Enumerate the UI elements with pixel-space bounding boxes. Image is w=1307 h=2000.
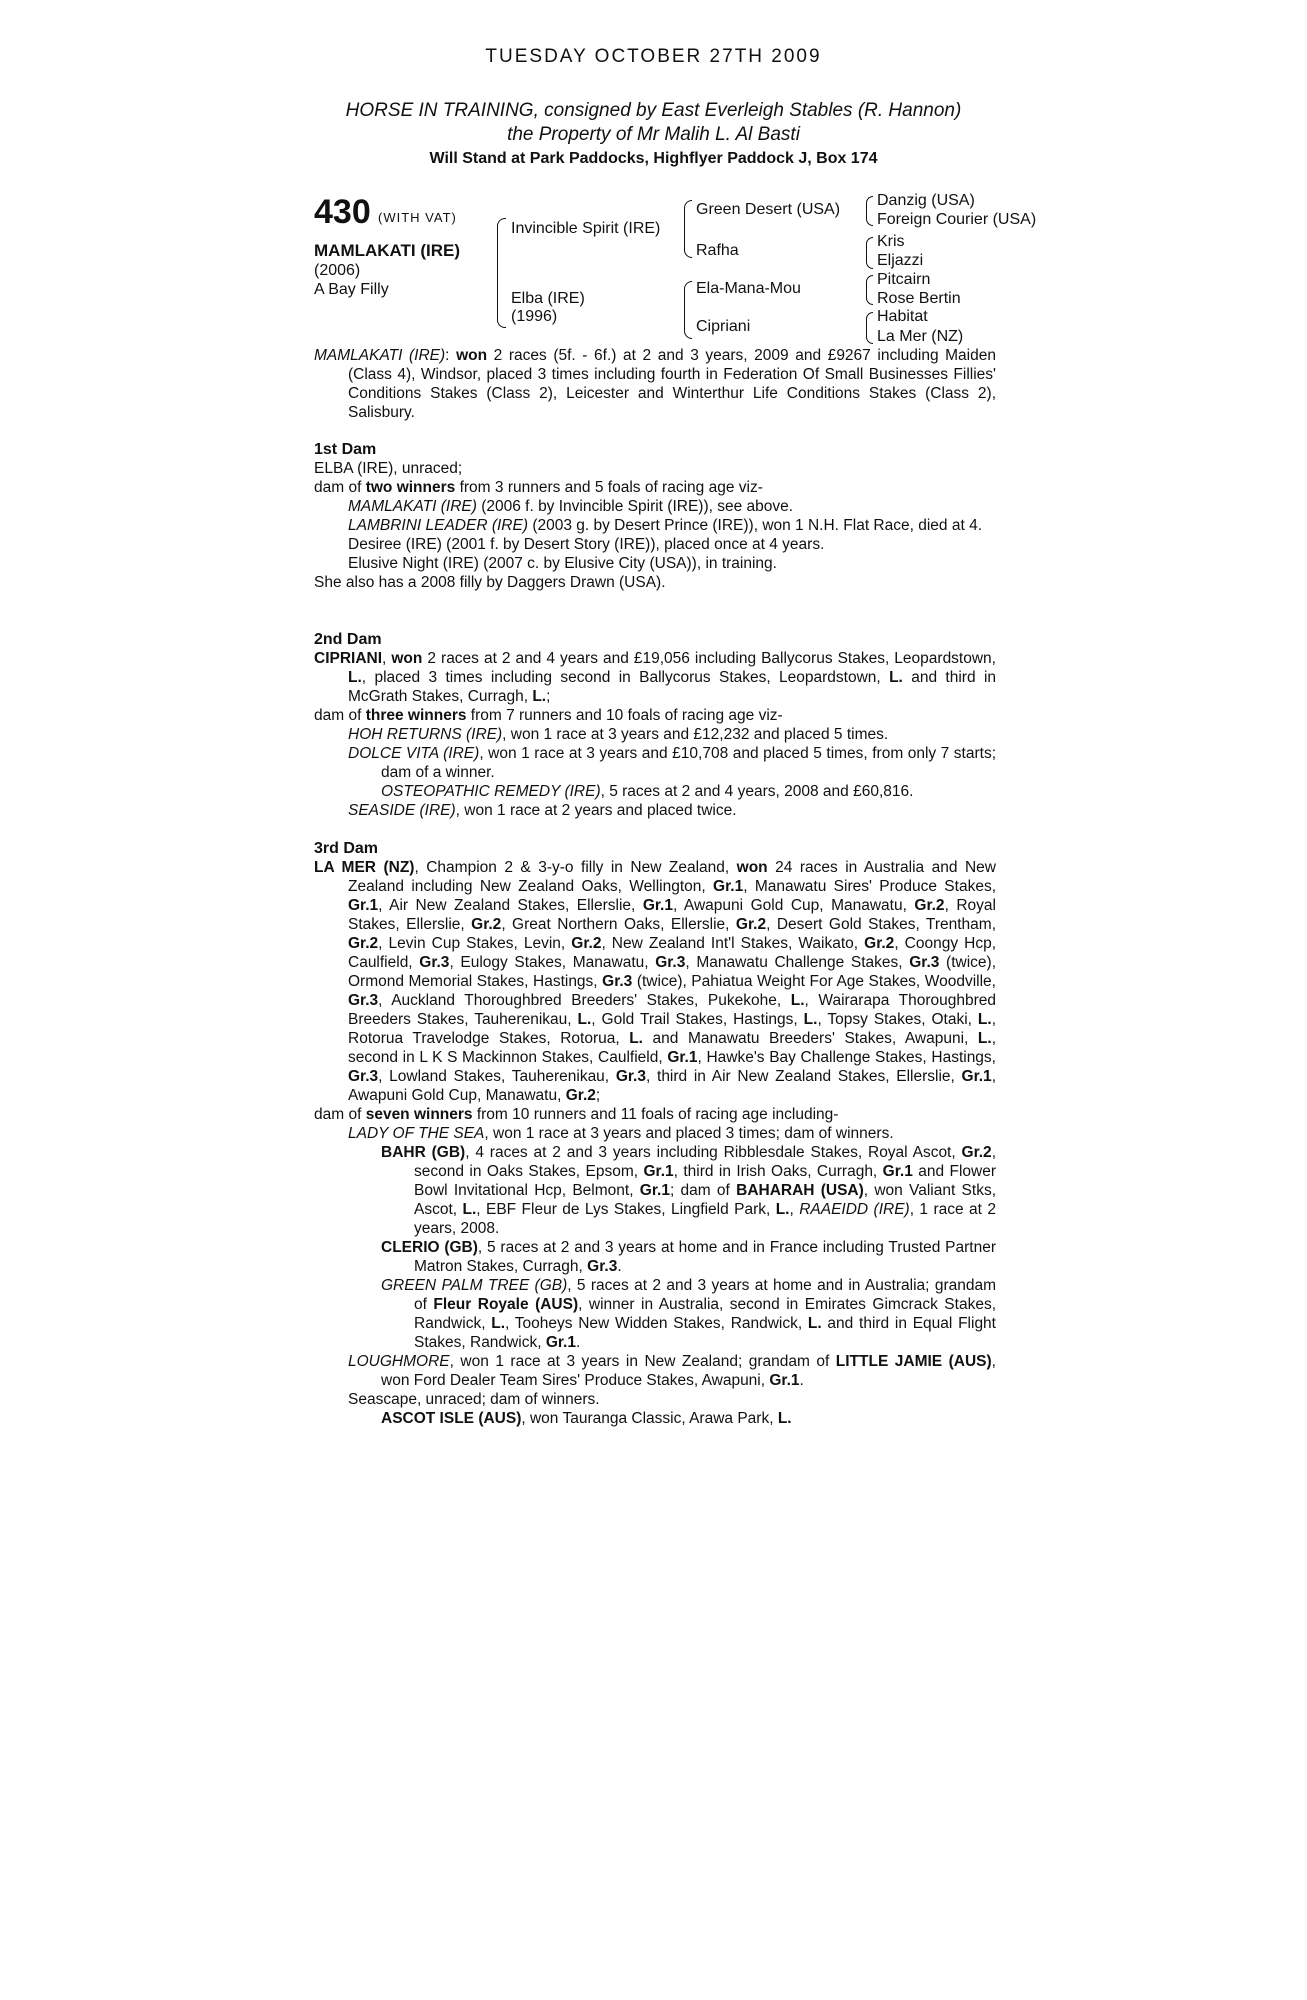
third-dam-section: 3rd Dam LA MER (NZ), Champion 2 & 3-y-o filly in New Zealand, won 24 races in Australia and New Zealand including New Zealand Oaks, Wellington, Gr.1, Manawatu Sires' Produce Stakes, Gr.1, Air New Zealand Stakes, Ellerslie, Gr.1, Awapuni Gold Cup, Manawatu, Gr.2, Royal Stakes, Ellerslie, Gr.2, Great Northern Oaks, Ellerslie, Gr.2, Desert Gold Stakes, Trentham, Gr.2, Levin Cup Stakes, Levin, Gr.2, New Zealand Int'l Stakes, Waikato, Gr.2, Coongy Hcp, Caulfield, Gr.3, Eulogy Stakes, Manawatu, Gr.3, Manawatu Challenge Stakes, Gr.3 (twice), Ormond Memorial Stakes, Hastings, Gr.3 (twice), Pahiatua Weight For Age Stakes, Woodville, Gr.3, Auckland Thoroughbred Breeders' Stakes, Pukekohe, L., Wairarapa Thoroughbred Breeders Stakes, Tauherenikau, L., Gold Trail Stakes, Hastings, L., Topsy Stakes, Otaki, L., Rotorua Travelodge Stakes, Rotorua, L. and Manawatu Breeders' Stakes, Awapuni, L., second in L K S Mackinnon Stakes, Caulfield, Gr.1, Hawke's Bay Challenge Stakes, Hastings, Gr.3, Lowland Stakes, Tauherenikau, Gr.3, third in Air New Zealand Stakes, Ellerslie, Gr.1, Awapuni Gold Cup, Manawatu, Gr.2; dam of seven winners from 10 runners and 11 foals of racing age including- LADY OF THE SEA, won 1 race at 3 years and placed 3 times; dam of winners. BAHR (GB), 4 races at 2 and 3 years including Ribblesdale Stakes, Royal Ascot, Gr.2, second in Oaks Stakes, Epsom, Gr.1, third in Irish Oaks, Curragh, Gr.1 and Flower Bowl Invitational Hcp, Belmont, Gr.1; dam of BAHARAH (USA), won Valiant Stks, Ascot, L., EBF Fleur de Lys Stakes, Lingfield Park, L., RAAEIDD (IRE), 1 race at 2 years, 2008. CLERIO (GB), 5 races at 2 and 3 years at home and in France including Trusted Partner Matron Stakes, Curragh, Gr.3. GREEN PALM TREE (GB), 5 races at 2 and 3 years at home and in Australia; grandam of Fleur Royale (AUS), winner in Australia, second in Emirates Gimcrack Stakes, Randwick, L., Tooheys New Widden Stakes, Randwick, L. and third in Equal Flight Stakes, Randwick, Gr.1. LOUGHMORE, won 1 race at 3 years in New Zealand; grandam of LITTLE JAMIE (AUS), won Ford Dealer Team Sires' Produce Stakes, Awapuni, Gr.1. Seascape, unraced; dam of winners. ASCOT ISLE (AUS), won Tauranga Classic, Arawa Park, L. [314,840,997,1427]
pedigree-brace-main [497,218,506,328]
pedigree-dss: Pitcairn [877,271,931,288]
pedigree-sire: Invincible Spirit (IRE) [511,220,661,237]
pedigree-dam-dam: Cipriani [696,318,751,335]
pedigree-brace-ss [866,196,873,226]
pedigree-sire-sire: Green Desert (USA) [696,201,841,218]
pedigree-brace-sd [866,237,873,269]
pedigree-dds: Habitat [877,308,928,325]
first-dam-heading: 1st Dam [314,441,377,458]
third-dam-heading: 3rd Dam [314,840,379,857]
pedigree-dsd: Rose Bertin [877,290,961,307]
pedigree-sire-dam: Rafha [696,242,739,259]
pedigree-sds: Kris [877,233,905,250]
sale-date: TUESDAY OCTOBER 27TH 2009 [485,46,822,67]
pedigree-brace-dd [866,312,873,344]
pedigree-brace-sire [684,200,692,258]
stand-location: Will Stand at Park Paddocks, Highflyer Paddock J, Box 174 [429,150,878,167]
pedigree-sdd: Eljazzi [877,252,924,269]
vat-note: (WITH VAT) [378,210,457,225]
pedigree-dam-sire: Ela-Mana-Mou [696,280,801,297]
lot-number: 430 [314,193,371,231]
pedigree-dam: Elba (IRE) [511,290,585,307]
pedigree-sss: Danzig (USA) [877,192,975,209]
horse-name: MAMLAKATI (IRE) [314,241,461,260]
pedigree-ssd: Foreign Courier (USA) [877,211,1037,228]
property-line: the Property of Mr Malih L. Al Basti [507,124,800,145]
foaling-year: (2006) [314,262,361,279]
horse-description: A Bay Filly [314,281,389,298]
consignor-line: HORSE IN TRAINING, consigned by East Everleigh Stables (R. Hannon) [345,100,962,121]
pedigree-dam-year: (1996) [511,308,558,325]
second-dam-section: 2nd Dam CIPRIANI, won 2 races at 2 and 4 years and £19,056 including Ballycorus Stakes, Leopardstown, L., placed 3 times including second in Ballycorus Stakes, Leopardstown, L. and third in McGrath Stakes, Curragh, L.; dam of three winners from 7 runners and 10 foals of racing age viz- HOH RETURNS (IRE), won 1 race at 3 years and £12,232 and placed 5 times. DOLCE VITA (IRE), won 1 race at 3 years and £10,708 and placed 5 times, from only 7 starts; dam of a winner. OSTEOPATHIC REMEDY (IRE), 5 races at 2 and 4 years, 2008 and £60,816. SEASIDE (IRE), won 1 race at 2 years and placed twice. [314,631,997,819]
race-record: MAMLAKATI (IRE): won 2 races (5f. - 6f.) at 2 and 3 years, 2009 and £9267 including Maiden (Class 4), Windsor, placed 3 times including fourth in Federation Of Small Businesses Fillies' Conditions Stakes (Class 2), Leicester and Winterthur Life Conditions Stakes (Class 2), Salisbury. [314,347,996,421]
second-dam-heading: 2nd Dam [314,631,382,648]
first-dam-section: 1st Dam ELBA (IRE), unraced; dam of two winners from 3 runners and 5 foals of racing age viz- MAMLAKATI (IRE) (2006 f. by Invincible Spirit (IRE)), see above. LAMBRINI LEADER (IRE) (2003 g. by Desert Prince (IRE)), won 1 N.H. Flat Race, died at 4. Desiree (IRE) (2001 f. by Desert Story (IRE)), placed once at 4 years. Elusive Night (IRE) (2007 c. by Elusive City (USA)), in training. She also has a 2008 filly by Daggers Drawn (USA). [314,440,996,592]
pedigree-brace-dam [684,281,692,339]
pedigree-brace-ds [866,275,873,305]
pedigree-ddd: La Mer (NZ) [877,328,964,345]
